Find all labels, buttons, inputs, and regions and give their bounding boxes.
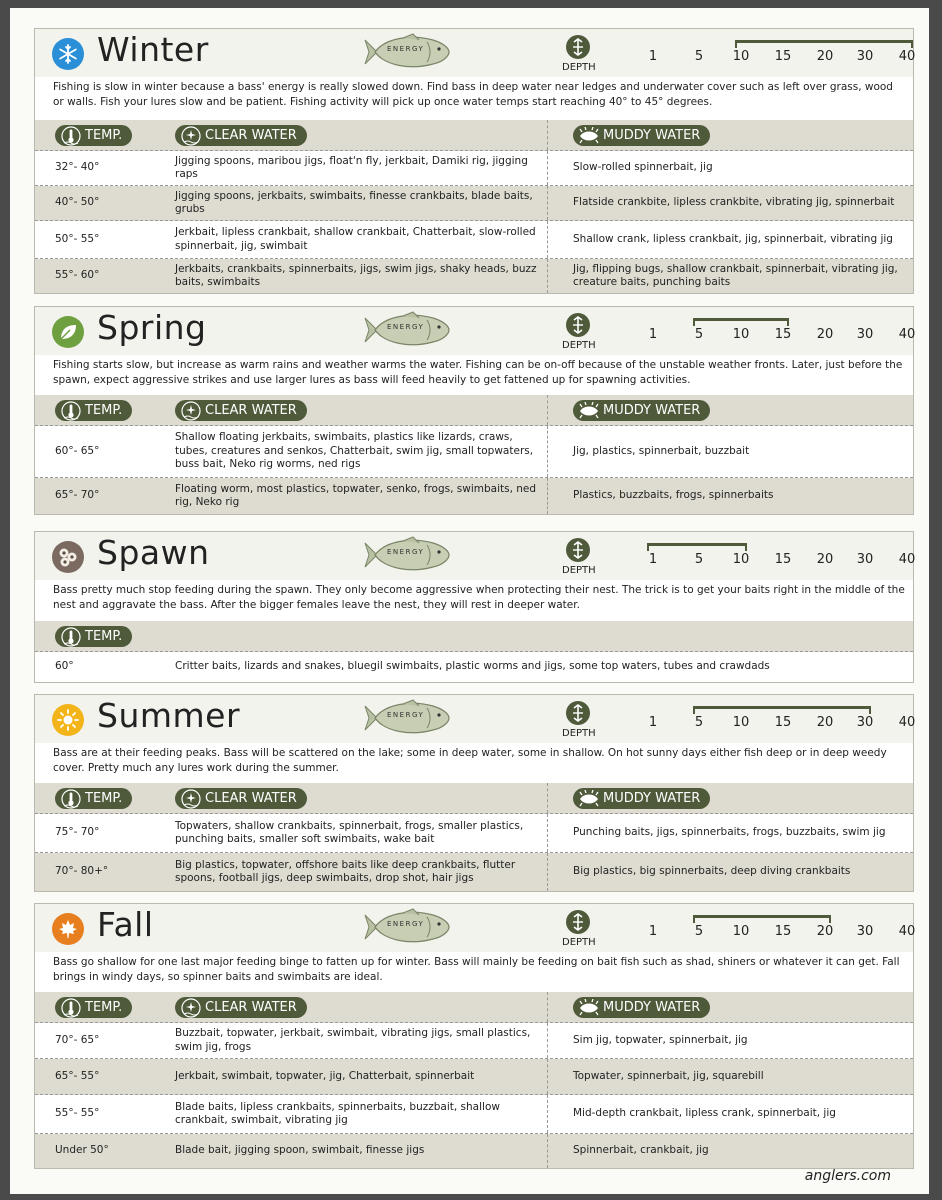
clear-water-cell: Buzzbait, topwater, jerkbait, swimbait, vibrating jigs, small plastics, swim jig, frogs <box>175 1027 531 1053</box>
column-divider <box>547 395 548 425</box>
temp-header-label: TEMP. <box>85 791 123 806</box>
depth-tick-label: 10 <box>732 552 750 567</box>
depth-scale <box>613 536 916 576</box>
depth-range-end <box>787 318 789 326</box>
column-divider <box>547 151 548 185</box>
depth-tick-label: 10 <box>732 924 750 939</box>
section-header <box>35 904 916 952</box>
snowflake-icon <box>52 38 84 70</box>
energy-fish-icon <box>363 32 451 72</box>
section-header <box>35 532 916 580</box>
temp-cell: 75°- 70° <box>55 826 100 839</box>
depth-range-start <box>693 915 695 923</box>
clear-water-label: CLEAR WATER <box>205 1000 297 1015</box>
temp-cell: 65°- 70° <box>55 489 100 502</box>
depth-range-bar <box>647 543 747 546</box>
muddy-water-cell: Flatside crankbite, lipless crankbite, vibrating jig, spinnerbait <box>573 196 895 209</box>
section-title: Spring <box>97 308 207 347</box>
muddy-water-label: MUDDY WATER <box>603 128 701 143</box>
muddy-water-cell: Shallow crank, lipless crankbait, jig, spinnerbait, vibrating jig <box>573 232 893 245</box>
depth-range-bar <box>735 40 913 43</box>
depth-icon <box>565 312 591 338</box>
clear-water-header <box>175 997 307 1018</box>
section-description: Fishing starts slow, but increase as warm rains and weather warms the water. Fishing can be on-off because of the unstable weather fronts. Later, just before the spawn, expect aggressive strikes and use larger lures as bass will feed heavily to get fattened up for spawning activities. <box>35 355 913 395</box>
depth-tick-label: 5 <box>694 924 704 939</box>
muddy-water-cell: Topwater, spinnerbait, jig, squarebill <box>573 1069 764 1082</box>
temp-header-label: TEMP. <box>85 403 123 418</box>
clear-water-cell: Shallow floating jerkbaits, swimbaits, plastics like lizards, craws, tubes, creatures and senkos, Chatterbait, swim jig, small topwaters, buss bait, Neko rig worms, ned rigs <box>175 431 534 471</box>
column-divider <box>547 1023 548 1058</box>
table-row <box>35 151 913 186</box>
muddy-water-cell: Jig, plastics, spinnerbait, buzzbait <box>573 444 750 457</box>
temp-header <box>55 400 132 421</box>
fishing-guide-page <box>10 8 929 1194</box>
depth-tick-label: 1 <box>648 924 658 939</box>
depth-tick-label: 1 <box>648 552 658 567</box>
column-divider <box>547 120 548 150</box>
column-header-row <box>35 992 913 1023</box>
table-row <box>35 1095 913 1134</box>
depth-label: DEPTH <box>562 565 596 576</box>
depth-range-end <box>869 706 871 714</box>
table-row <box>35 186 913 221</box>
depth-range-start <box>647 543 649 551</box>
section-title: Fall <box>97 905 154 944</box>
section-header <box>35 695 916 743</box>
clear-water-cell: Blade bait, jigging spoon, swimbait, finesse jigs <box>175 1144 425 1157</box>
depth-tick-label: 15 <box>774 924 792 939</box>
temp-cell: 40°- 50° <box>55 196 100 209</box>
depth-tick-label: 10 <box>732 327 750 342</box>
depth-tick-label: 15 <box>774 327 792 342</box>
depth-tick-label: 5 <box>694 715 704 730</box>
column-divider <box>547 992 548 1022</box>
depth-range-bar <box>693 915 831 918</box>
muddy-water-icon <box>577 125 601 146</box>
section-header <box>35 307 916 355</box>
depth-icon <box>565 700 591 726</box>
muddy-water-label: MUDDY WATER <box>603 791 701 806</box>
maple-leaf-icon <box>52 913 84 945</box>
energy-label: ENERGY <box>387 45 425 53</box>
depth-tick-label: 10 <box>732 49 750 64</box>
muddy-water-cell: Punching baits, jigs, spinnerbaits, frogs, buzzbaits, swim jig <box>573 826 886 839</box>
depth-tick-label: 40 <box>898 715 916 730</box>
sun-icon <box>52 704 84 736</box>
temp-cell: 50°- 55° <box>55 232 100 245</box>
depth-label: DEPTH <box>562 728 596 739</box>
depth-tick-label: 30 <box>856 552 874 567</box>
thermometer-icon <box>59 400 83 421</box>
temp-cell: Under 50° <box>55 1144 109 1157</box>
depth-tick-label: 15 <box>774 49 792 64</box>
column-header-row <box>35 395 913 426</box>
muddy-water-cell: Plastics, buzzbaits, frogs, spinnerbaits <box>573 489 774 502</box>
column-divider <box>547 1095 548 1133</box>
depth-tick-label: 1 <box>648 49 658 64</box>
energy-label: ENERGY <box>387 920 425 928</box>
muddy-water-cell: Jig, flipping bugs, shallow crankbait, spinnerbait, vibrating jig, creature baits, punching baits <box>573 262 898 288</box>
temp-header-label: TEMP. <box>85 128 123 143</box>
table-row <box>35 814 913 853</box>
eggs-icon <box>52 541 84 573</box>
depth-tick-label: 20 <box>816 924 834 939</box>
depth-tick-label: 20 <box>816 327 834 342</box>
muddy-water-icon <box>577 788 601 809</box>
clear-water-label: CLEAR WATER <box>205 791 297 806</box>
temp-cell: 65°- 55° <box>55 1069 100 1082</box>
clear-water-cell: Blade baits, lipless crankbaits, spinnerbaits, buzzbait, shallow crankbait, swimbait, vibrating jig <box>175 1100 500 1126</box>
energy-fish-icon <box>363 698 451 738</box>
column-divider <box>547 783 548 813</box>
column-divider <box>547 426 548 477</box>
depth-range-start <box>693 318 695 326</box>
energy-fish-icon <box>363 907 451 947</box>
clear-water-icon <box>179 788 203 809</box>
depth-range-bar <box>693 706 871 709</box>
clear-water-cell: Big plastics, topwater, offshore baits like deep crankbaits, flutter spoons, football jigs, deep swimbaits, drop shot, hair jigs <box>175 858 516 884</box>
table-row <box>35 853 913 891</box>
depth-tick-label: 5 <box>694 327 704 342</box>
clear-water-cell: Jerkbait, swimbait, topwater, jig, Chatterbait, spinnerbait <box>175 1069 475 1082</box>
energy-fish-icon <box>363 310 451 350</box>
clear-water-label: CLEAR WATER <box>205 403 297 418</box>
depth-tick-label: 40 <box>898 552 916 567</box>
clear-water-icon <box>179 125 203 146</box>
clear-water-header <box>175 400 307 421</box>
table-row <box>35 478 913 514</box>
depth-scale <box>613 311 916 351</box>
muddy-water-icon <box>577 997 601 1018</box>
depth-tick-label: 30 <box>856 924 874 939</box>
temp-header <box>55 997 132 1018</box>
clear-water-label: CLEAR WATER <box>205 128 297 143</box>
depth-range-end <box>745 543 747 551</box>
muddy-water-header <box>573 125 710 146</box>
depth-tick-label: 1 <box>648 715 658 730</box>
clear-water-cell: Floating worm, most plastics, topwater, senko, frogs, swimbaits, ned rig, Neko rig <box>175 482 537 508</box>
depth-scale <box>613 33 916 73</box>
table-row <box>35 221 913 259</box>
footer-brand: anglers.com <box>804 1168 891 1184</box>
depth-icon <box>565 909 591 935</box>
column-divider <box>547 221 548 258</box>
depth-tick-label: 20 <box>816 715 834 730</box>
depth-tick-label: 20 <box>816 552 834 567</box>
section-fall <box>34 903 914 1169</box>
temp-header-label: TEMP. <box>85 1000 123 1015</box>
thermometer-icon <box>59 788 83 809</box>
depth-range-bar <box>693 318 789 321</box>
section-title: Spawn <box>97 533 210 572</box>
clear-water-cell: Jigging spoons, maribou jigs, float'n fly, jerkbait, Damiki rig, jigging raps <box>175 154 528 180</box>
depth-tick-label: 5 <box>694 552 704 567</box>
energy-label: ENERGY <box>387 323 425 331</box>
table-row <box>35 426 913 478</box>
thermometer-icon <box>59 626 83 647</box>
clear-water-icon <box>179 400 203 421</box>
table-row <box>35 1023 913 1059</box>
depth-tick-label: 30 <box>856 715 874 730</box>
temp-header <box>55 788 132 809</box>
section-title: Summer <box>97 696 241 735</box>
temp-cell: 70°- 65° <box>55 1033 100 1046</box>
depth-tick-label: 20 <box>816 49 834 64</box>
muddy-water-icon <box>577 400 601 421</box>
section-description: Bass pretty much stop feeding during the spawn. They only become aggressive when protecting their nest. The trick is to get your baits right in the middle of the nest and aggravate the bass. After the bigger females leave the nest, they will rest in deeper water. <box>35 580 913 621</box>
muddy-water-header <box>573 400 710 421</box>
depth-tick-label: 15 <box>774 715 792 730</box>
depth-range-start <box>735 40 737 48</box>
temp-cell: 70°- 80+° <box>55 865 109 878</box>
table-row <box>35 259 913 293</box>
thermometer-icon <box>59 125 83 146</box>
depth-range-end <box>829 915 831 923</box>
table-row <box>35 1059 913 1095</box>
muddy-water-label: MUDDY WATER <box>603 1000 701 1015</box>
lures-cell: Critter baits, lizards and snakes, bluegil swimbaits, plastic worms and jigs, some top waters, tubes and crawdads <box>175 660 770 673</box>
section-winter <box>34 28 914 294</box>
thermometer-icon <box>59 997 83 1018</box>
section-summer <box>34 694 914 892</box>
section-header <box>35 29 916 77</box>
table-row <box>35 1134 913 1168</box>
section-title: Winter <box>97 30 209 69</box>
depth-scale <box>613 699 916 739</box>
clear-water-icon <box>179 997 203 1018</box>
temp-cell: 55°- 55° <box>55 1107 100 1120</box>
muddy-water-cell: Big plastics, big spinnerbaits, deep diving crankbaits <box>573 865 851 878</box>
clear-water-cell: Jerkbait, lipless crankbait, shallow crankbait, Chatterbait, slow-rolled spinnerbait, jig, swimbait <box>175 226 536 252</box>
depth-tick-label: 30 <box>856 327 874 342</box>
column-header-row <box>35 621 913 652</box>
energy-label: ENERGY <box>387 548 425 556</box>
depth-tick-label: 40 <box>898 49 916 64</box>
muddy-water-header <box>573 788 710 809</box>
temp-cell: 60°- 65° <box>55 444 100 457</box>
column-divider <box>547 1134 548 1168</box>
table-row <box>35 652 913 682</box>
energy-label: ENERGY <box>387 711 425 719</box>
column-divider <box>547 478 548 514</box>
muddy-water-cell: Mid-depth crankbait, lipless crank, spinnerbait, jig <box>573 1107 836 1120</box>
section-spawn <box>34 531 914 683</box>
column-header-row <box>35 120 913 151</box>
depth-scale <box>613 908 916 948</box>
section-description: Bass are at their feeding peaks. Bass will be scattered on the lake; some in deep water, some in shallow. On hot sunny days either fish deep or in deep weedy cover. Pretty much any lures work during the summer. <box>35 743 913 783</box>
column-header-row <box>35 783 913 814</box>
clear-water-header <box>175 125 307 146</box>
column-divider <box>547 853 548 891</box>
depth-label: DEPTH <box>562 340 596 351</box>
section-spring <box>34 306 914 515</box>
depth-range-start <box>693 706 695 714</box>
column-divider <box>547 186 548 220</box>
depth-range-end <box>911 40 913 48</box>
depth-icon <box>565 537 591 563</box>
temp-cell: 32°- 40° <box>55 161 100 174</box>
muddy-water-cell: Sim jig, topwater, spinnerbait, jig <box>573 1033 748 1046</box>
depth-tick-label: 40 <box>898 924 916 939</box>
energy-fish-icon <box>363 535 451 575</box>
leaf-icon <box>52 316 84 348</box>
depth-tick-label: 5 <box>694 49 704 64</box>
temp-header <box>55 626 132 647</box>
clear-water-header <box>175 788 307 809</box>
muddy-water-label: MUDDY WATER <box>603 403 701 418</box>
muddy-water-cell: Spinnerbait, crankbait, jig <box>573 1144 709 1157</box>
clear-water-cell: Jigging spoons, jerkbaits, swimbaits, finesse crankbaits, blade baits, grubs <box>175 189 533 215</box>
depth-label: DEPTH <box>562 62 596 73</box>
column-divider <box>547 1059 548 1094</box>
depth-tick-label: 15 <box>774 552 792 567</box>
section-description: Bass go shallow for one last major feeding binge to fatten up for winter. Bass will mainly be feeding on bait fish such as shad, shiners or whatever it can get. Fall brings in windy days, so spinner baits and swimbaits are ideal. <box>35 952 913 992</box>
depth-tick-label: 30 <box>856 49 874 64</box>
section-description: Fishing is slow in winter because a bass' energy is really slowed down. Find bass in deep water near ledges and underwater cover such as left over grass, wood or walls. Fish your lures slow and be patient. Fishing activity will pick up once water temps start reaching 40° to 45° degrees. <box>35 77 913 120</box>
temp-header-label: TEMP. <box>85 629 123 644</box>
temp-cell: 60° <box>55 660 74 673</box>
column-divider <box>547 814 548 852</box>
depth-tick-label: 40 <box>898 327 916 342</box>
temp-header <box>55 125 132 146</box>
depth-tick-label: 1 <box>648 327 658 342</box>
temp-cell: 55°- 60° <box>55 269 100 282</box>
muddy-water-cell: Slow-rolled spinnerbait, jig <box>573 161 713 174</box>
clear-water-cell: Jerkbaits, crankbaits, spinnerbaits, jigs, swim jigs, shaky heads, buzz baits, swimbaits <box>175 262 537 288</box>
depth-label: DEPTH <box>562 937 596 948</box>
column-divider <box>547 259 548 293</box>
depth-tick-label: 10 <box>732 715 750 730</box>
muddy-water-header <box>573 997 710 1018</box>
depth-icon <box>565 34 591 60</box>
clear-water-cell: Topwaters, shallow crankbaits, spinnerbait, frogs, smaller plastics, punching baits, smaller soft swimbaits, wake bait <box>175 819 524 845</box>
